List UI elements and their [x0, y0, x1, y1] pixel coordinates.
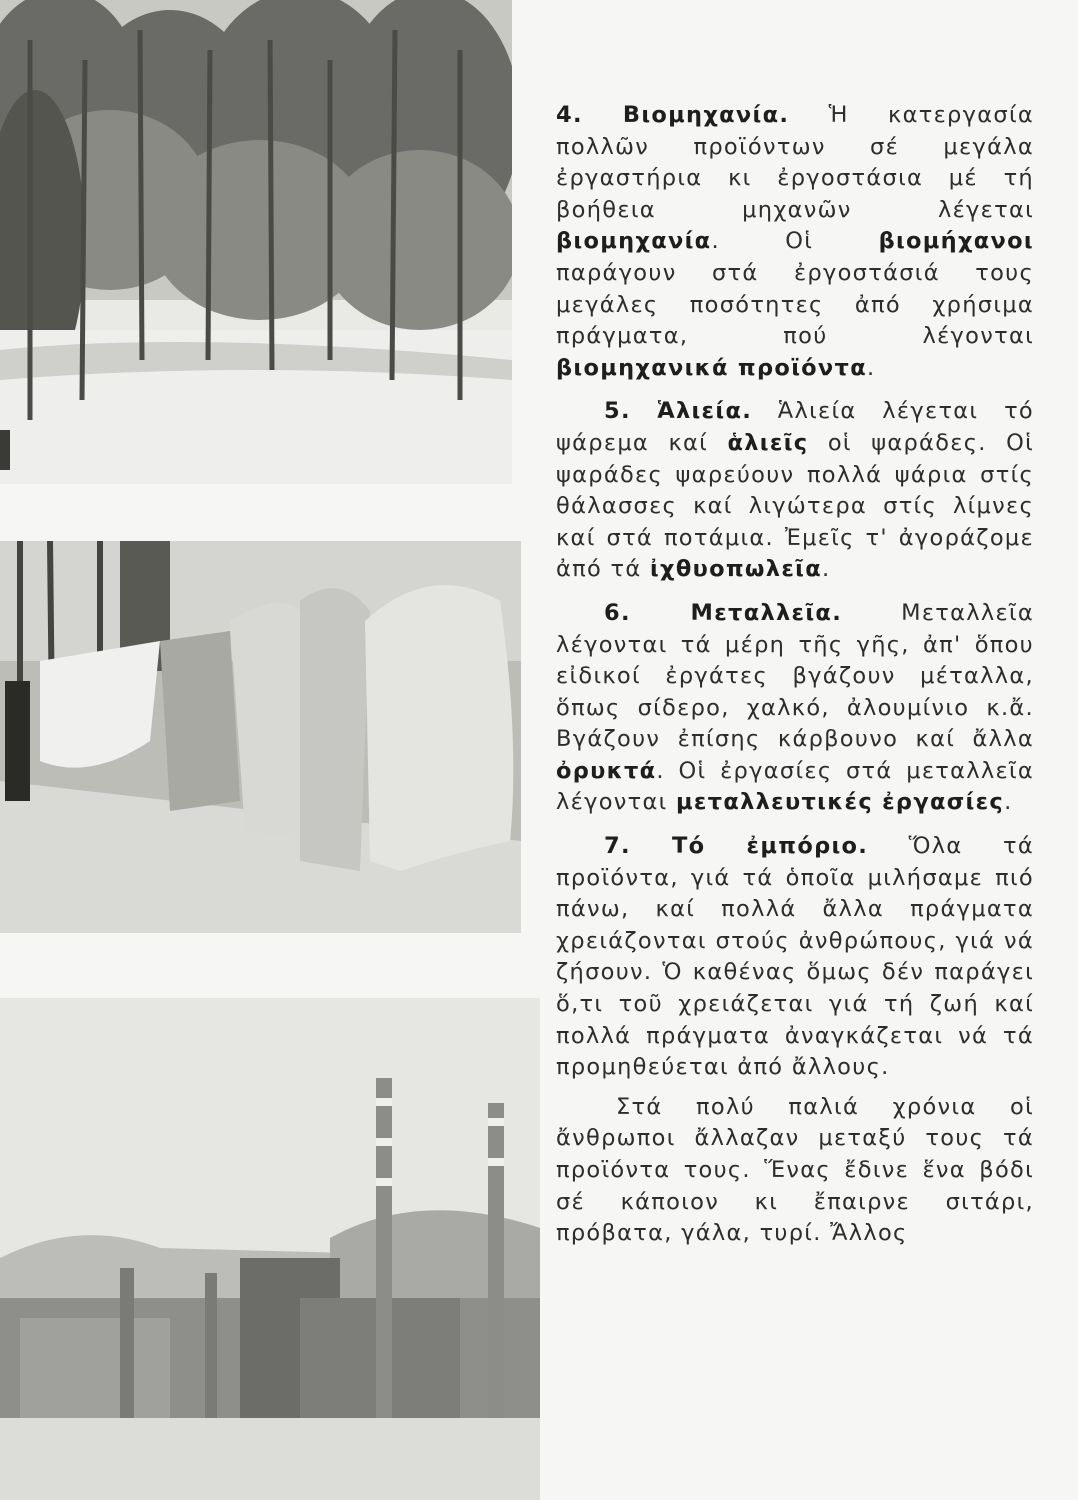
bold-term: ὀρυκτά — [556, 757, 657, 784]
section-heading: 5. Ἁλιεία. — [604, 398, 753, 425]
bold-term: ἁλιεῖς — [727, 429, 809, 456]
section-body — [556, 600, 1034, 816]
photo-pine-forest — [0, 0, 512, 484]
text-run: . — [866, 354, 876, 381]
photo-factory — [0, 998, 540, 1500]
section-body — [556, 102, 1034, 381]
text-run: . Οἱ — [711, 228, 879, 255]
text-run: Μεταλλεῖα λέγονται τά μέρη τῆς γῆς, ἀπ' ὅπου εἰδικοί ἐργάτες βγάζουν μέταλλα, ὅπως σίδερο, χαλκό, ἀλουμίνιο κ.ἄ. Βγάζουν ἐπίσης κάρβουνο καί ἄλλα — [556, 599, 1034, 753]
section-industry — [556, 100, 1034, 384]
text-run: Ἁλιεία λέγεται τό ψάρεμα καί — [556, 398, 1034, 456]
section-body — [556, 833, 1034, 1080]
text-run: οἱ ψαράδες. Οἱ ψαράδες ψαρεύουν πολλά ψάρια στίς θάλασσες καί λιγώτερα στίς λίμνες καί στά ποτάμια. Ἐμεῖς τ' ἀγοράζομε ἀπό τά — [556, 429, 1035, 583]
bold-term: βιομηχανία — [556, 228, 712, 255]
section-heading: 7. Τό ἐμπόριο. — [604, 833, 869, 860]
bold-term: μεταλλευτικές ἐργασίες — [675, 789, 1005, 816]
section-fishing — [556, 396, 1034, 586]
text-run: Ὅλα τά προϊόντα, γιά τά ὁποῖα μιλήσαμε πιό πάνω, καί πολλά ἄλλα πράγματα χρειάζονται στούς ἀνθρώπους, γιά νά ζήσουν. Ὁ καθένας ὅμως δέν παράγει ὅ,τι τοῦ χρειάζεται γιά τή ζωή καί πολλά πράγματα ἀναγκάζεται νά τά προμηθεύεται ἀπό ἄλλους. — [556, 833, 1035, 1081]
continuation-paragraph: Στά πολύ παλιά χρόνια οἱ ἄνθρωποι ἄλλαζαν μεταξύ τους τά προϊόντα τους. Ἕνας ἔδινε ἕνα βόδι σέ κάποιον κι ἔπαιρνε σιτάρι, πρόβατα, γάλα, τυρί. Ἄλλος — [556, 1093, 1034, 1247]
section-heading: 4. Βιομηχανία. — [556, 102, 790, 128]
text-run: Ἡ κατεργασία πολλῶν προϊόντων σέ μεγάλα ἐργαστήρια κι ἐργοστάσια μέ τή βοήθεια μηχανῶν λέγεται — [556, 102, 1034, 223]
section-heading: 6. Μεταλλεῖα. — [604, 599, 843, 626]
text-run: παράγουν στά ἐργοστάσιά τους μεγάλες ποσότητες ἀπό χρήσιμα πράγματα, πού λέγονται — [556, 259, 1034, 350]
bold-term: βιομηχανικά προϊόντα — [556, 354, 867, 381]
photo-hanging-rugs — [0, 541, 521, 933]
bold-term: ἰχθυοπωλεῖα — [649, 556, 822, 583]
text-run: . Οἱ ἐργασίες στά μεταλλεῖα λέγονται — [556, 757, 1034, 816]
text-run: . — [821, 556, 831, 583]
body-text — [556, 100, 1034, 1262]
text-run: . — [1004, 789, 1013, 816]
bold-term: βιομήχανοι — [878, 228, 1034, 255]
section-mines — [556, 598, 1034, 819]
section-body — [556, 398, 1034, 582]
section-commerce — [556, 831, 1034, 1084]
